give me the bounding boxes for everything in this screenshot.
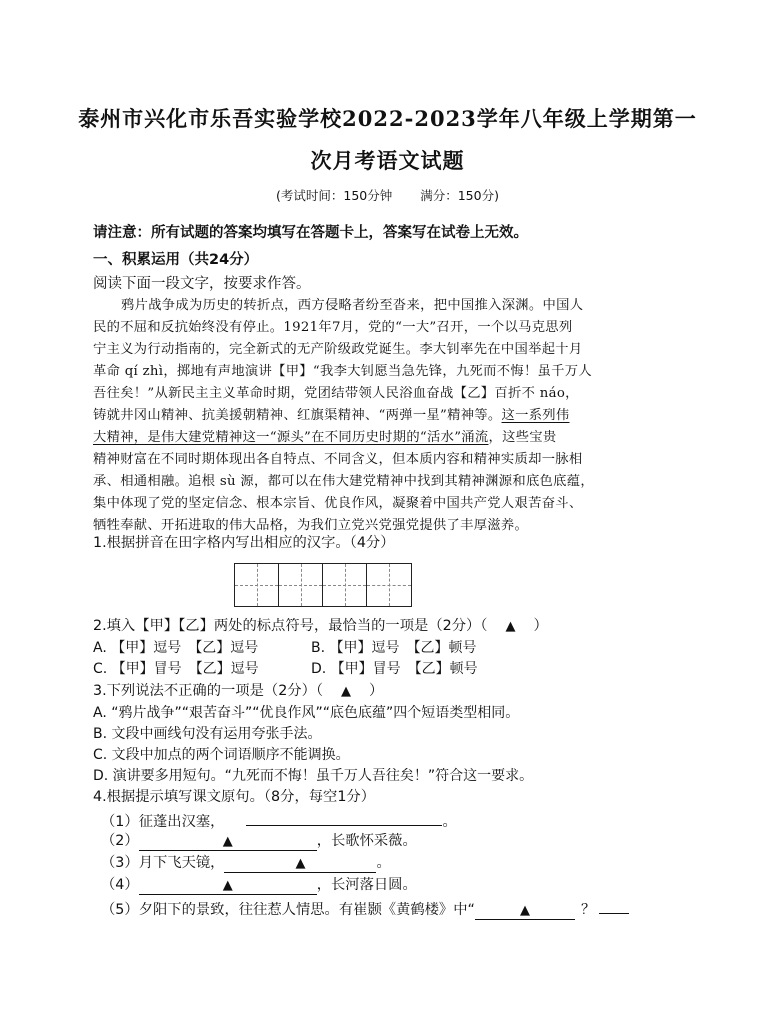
answer-triangle: ▲ bbox=[222, 878, 233, 893]
q2-option-a: A. 【甲】逗号 【乙】逗号 bbox=[93, 640, 259, 656]
passage-line: 宁主义为行动指南的，完全新式的无产阶级政党诞生。李大钊率先在中国举起十月 bbox=[93, 342, 583, 357]
q4-item-text: ，长歌怀采薇。 bbox=[316, 833, 417, 849]
passage-line: 精神财富在不同时期体现出各自特点、不同含义，但本质内容和精神实质却一脉相 bbox=[93, 452, 583, 467]
answer-cell[interactable] bbox=[235, 564, 279, 606]
answer-cell[interactable] bbox=[323, 564, 367, 606]
answer-triangle[interactable]: ▲ bbox=[505, 619, 516, 634]
q4-item-text: 。 bbox=[442, 814, 457, 830]
instruction: 阅读下面一段文字，按要求作答。 bbox=[93, 276, 311, 292]
answer-triangle: ▲ bbox=[295, 856, 306, 871]
section-heading: 一、积累运用（共24分） bbox=[93, 252, 259, 268]
q4-item-text: （4） bbox=[101, 877, 139, 893]
passage-line: 集中体现了党的坚定信念、根本宗旨、优良作风，凝聚着中国共产党人艰苦奋斗、 bbox=[93, 496, 583, 511]
q3-option-d: D. 演讲要多用短句。“九死而不悔！虽千万人吾往矣！”符合这一要求。 bbox=[93, 768, 534, 784]
passage-line: 承、相通相融。追根 sù 源，都可以在伟大建党精神中找到其精神渊源和底色底蕴， bbox=[93, 474, 594, 489]
answer-cell[interactable] bbox=[367, 564, 411, 606]
answer-triangle: ▲ bbox=[519, 903, 530, 918]
question-3-close: ） bbox=[369, 683, 384, 699]
full-score: 满分：150分) bbox=[420, 188, 499, 203]
question-3 bbox=[93, 680, 383, 700]
answer-blank[interactable] bbox=[139, 877, 317, 895]
q2-option-d: D. 【甲】冒号 【乙】顿号 bbox=[311, 661, 478, 677]
tianzige-grid bbox=[234, 563, 412, 607]
q4-item-text: （5）夕阳下的景致，往往惹人情思。有崔颢《黄鹤楼》中“ bbox=[101, 902, 475, 918]
answer-blank[interactable] bbox=[475, 902, 575, 920]
question-1: 1.根据拼音在田字格内写出相应的汉字。（4分） bbox=[93, 535, 395, 551]
exam-time: (考试时间：150分钟 bbox=[276, 188, 393, 203]
question-2 bbox=[93, 615, 548, 635]
q2-option-c: C. 【甲】冒号 【乙】逗号 bbox=[93, 661, 259, 677]
q3-option-c: C. 文段中加点的两个词语顺序不能调换。 bbox=[93, 747, 350, 763]
q4-item-1 bbox=[101, 808, 457, 831]
question-2-text: 2.填入【甲】【乙】两处的标点符号，最恰当的一项是（2分）（ bbox=[93, 618, 488, 634]
answer-blank[interactable] bbox=[139, 833, 317, 851]
passage-line: 民的不屈和反抗始终没有停止。1921年7月，党的“一大”召开，一个以马克思列 bbox=[93, 320, 573, 335]
answer-blank[interactable] bbox=[224, 855, 376, 873]
underlined-sentence: 大精神，是伟大建党精神这一“源头”在不同历史时期的“活水”涌流 bbox=[93, 430, 489, 445]
exam-info bbox=[0, 186, 775, 204]
question-3-text: 3.下列说法不正确的一项是（2分）（ bbox=[93, 683, 324, 699]
q4-item-text: （3）月下飞天镜， bbox=[101, 855, 225, 871]
q4-item-4 bbox=[101, 874, 417, 895]
q4-item-text: ，长河落日圆。 bbox=[316, 877, 417, 893]
answer-triangle: ▲ bbox=[222, 834, 233, 849]
q2-option-b: B. 【甲】逗号 【乙】顿号 bbox=[311, 640, 477, 656]
answer-triangle[interactable]: ▲ bbox=[341, 684, 352, 699]
notice: 请注意：所有试题的答案均填写在答题卡上，答案写在试卷上无效。 bbox=[93, 225, 528, 241]
q4-item-5 bbox=[101, 896, 629, 920]
q4-item-text: （1）征蓬出汉塞， bbox=[101, 814, 225, 830]
question-4: 4.根据提示填写课文原句。（8分，每空1分） bbox=[93, 789, 376, 805]
q4-item-3 bbox=[101, 852, 391, 873]
answer-blank[interactable] bbox=[599, 896, 629, 914]
question-2-close: ） bbox=[533, 618, 548, 634]
q4-item-2 bbox=[101, 830, 417, 851]
answer-cell[interactable] bbox=[279, 564, 323, 606]
answer-blank[interactable] bbox=[246, 808, 442, 826]
exam-title-line2: 次月考语文试题 bbox=[310, 148, 465, 173]
passage-line: 鸦片战争成为历史的转折点，西方侵略者纷至沓来，把中国推入深渊。中国人 bbox=[121, 298, 584, 313]
passage-text: ，这些宝贵 bbox=[488, 430, 557, 445]
passage-line: 牺牲奉献、开拓进取的伟大品格，为我们立党兴党强党提供了丰厚滋养。 bbox=[93, 518, 529, 533]
q3-option-b: B. 文段中画线句没有运用夸张手法。 bbox=[93, 726, 322, 742]
q4-item-text: （2） bbox=[101, 833, 139, 849]
passage-line: 吾往矣！”从新民主主义革命时期，党团结带领人民浴血奋战【乙】百折不 náo， bbox=[93, 386, 579, 401]
passage-text: 铸就井冈山精神、抗美援朝精神、红旗渠精神、“两弹一星”精神等。 bbox=[93, 408, 502, 423]
q3-option-a: A. “鸦片战争”“艰苦奋斗”“优良作风”“底色底蕴”四个短语类型相同。 bbox=[93, 705, 520, 721]
passage-line bbox=[93, 404, 683, 423]
q4-item-text: 。 bbox=[376, 855, 391, 871]
underlined-sentence: 这一系列伟 bbox=[501, 408, 570, 423]
exam-title-line1: 泰州市兴化市乐吾实验学校2022-2023学年八年级上学期第一 bbox=[78, 106, 697, 131]
passage-line bbox=[93, 426, 683, 445]
q4-item-text: ？ bbox=[580, 902, 596, 918]
passage-line: 革命 qí zhì，掷地有声地演讲【甲】“我李大钊愿当急先锋，九死而不悔！虽千万人 bbox=[93, 364, 592, 379]
